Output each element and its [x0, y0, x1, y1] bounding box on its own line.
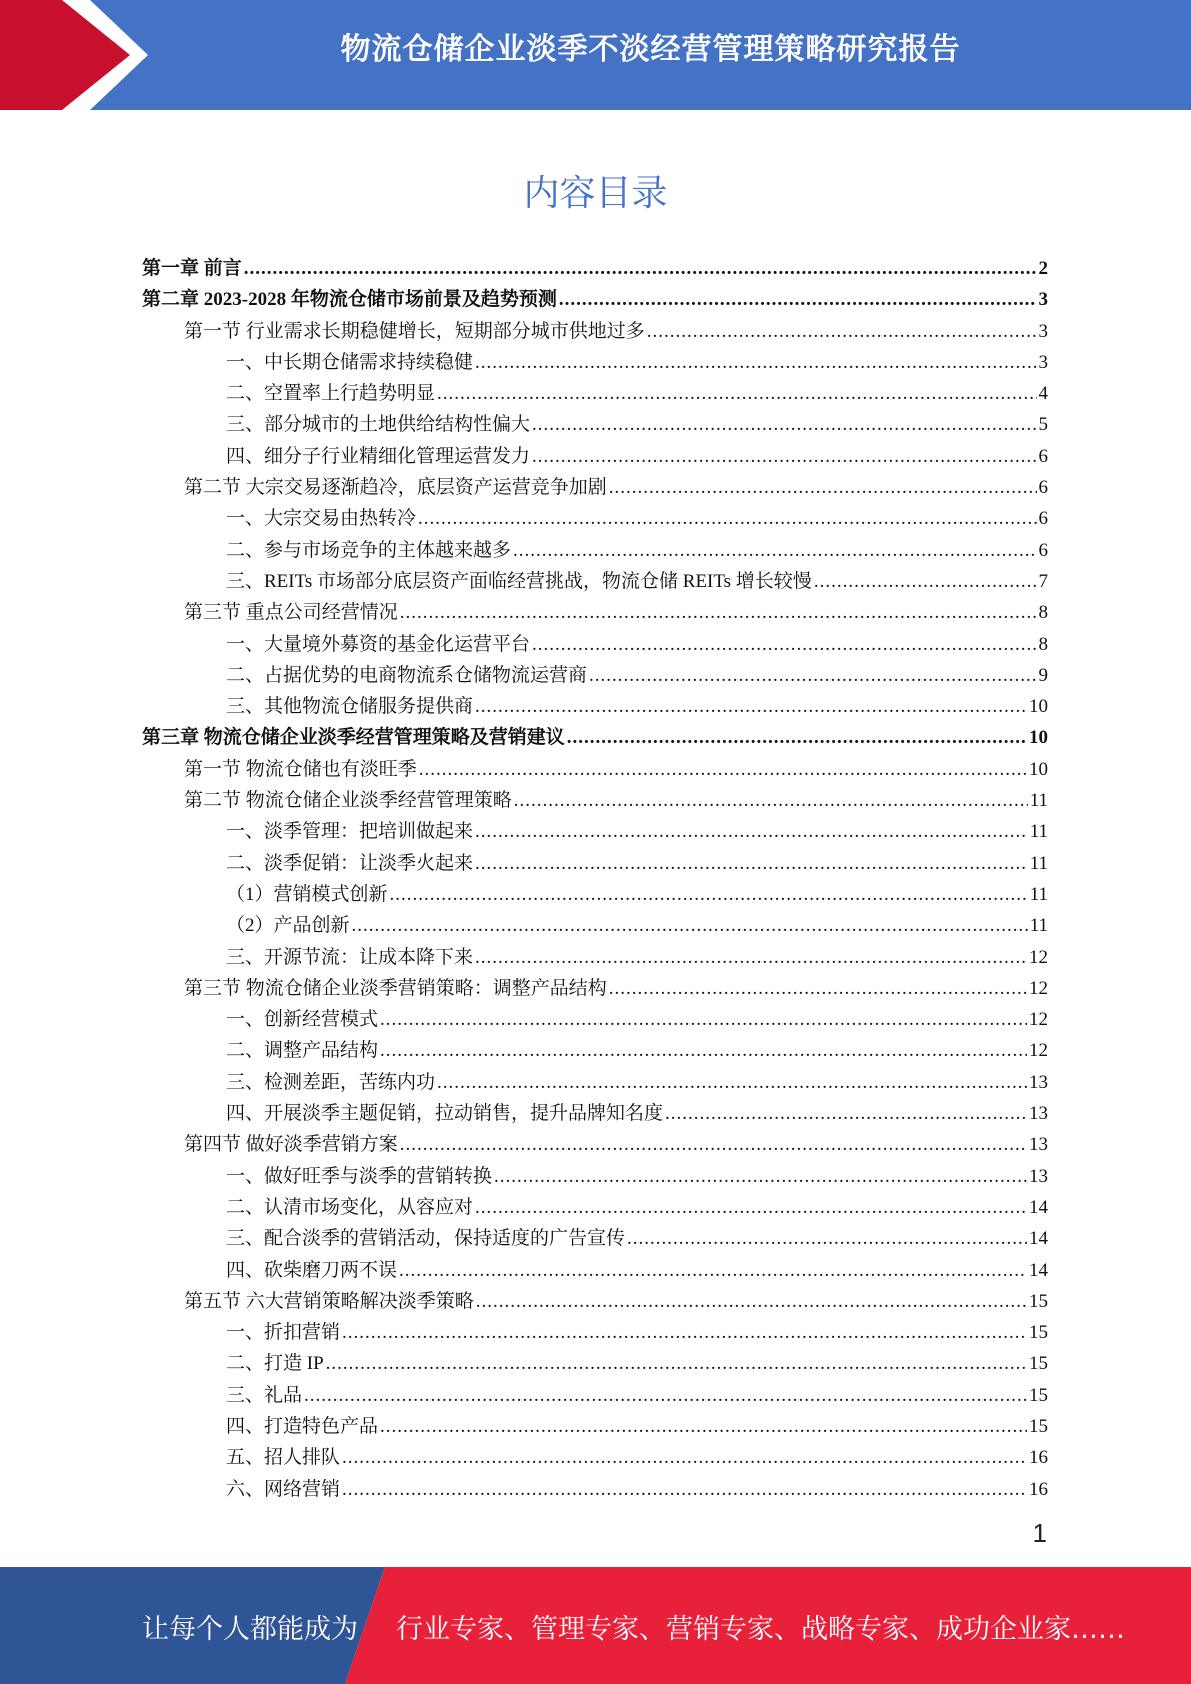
toc-entry-title: 第三章 物流仓储企业淡季经营管理策略及营销建议 — [142, 727, 565, 749]
toc-entry[interactable] — [142, 347, 1048, 378]
toc-entry-page: 11 — [1029, 852, 1048, 874]
toc-dot-leader — [559, 284, 1037, 315]
toc-entry-page: 2 — [1038, 258, 1048, 279]
toc-dot-leader — [342, 1317, 1027, 1348]
toc-entry-title: 第二章 2023-2028 年物流仓储市场前景及趋势预测 — [142, 289, 557, 311]
report-title: 物流仓储企业淡季不淡经营管理策略研究报告 — [340, 32, 961, 67]
toc-dot-leader — [326, 1348, 1027, 1379]
toc-dot-leader — [475, 347, 1036, 378]
toc-entry-title: 二、调整产品结构 — [226, 1040, 379, 1062]
toc-dot-leader — [437, 1067, 1027, 1098]
toc-entry-page: 6 — [1038, 445, 1048, 467]
toc-entry-page: 11 — [1029, 821, 1048, 843]
toc-entry-page: 12 — [1029, 1040, 1048, 1062]
toc-entry[interactable] — [142, 910, 1048, 941]
toc-entry[interactable] — [142, 816, 1048, 847]
toc-entry[interactable] — [142, 879, 1048, 910]
toc-entry-page: 15 — [1029, 1415, 1048, 1437]
toc-entry-title: 第一节 物流仓储也有淡旺季 — [184, 758, 417, 780]
toc-entry-page: 10 — [1029, 696, 1048, 718]
page-number: 1 — [1032, 1518, 1047, 1548]
toc-entry-page: 3 — [1038, 351, 1048, 373]
toc-entry-page: 6 — [1038, 508, 1048, 530]
toc-entry[interactable] — [142, 1442, 1048, 1473]
toc-entry-title: 第二节 物流仓储企业淡季经营管理策略 — [184, 790, 512, 812]
toc-entry[interactable] — [142, 597, 1048, 628]
toc-entry[interactable] — [142, 1223, 1048, 1254]
toc-entry-page: 15 — [1029, 1290, 1048, 1312]
toc-entry[interactable] — [142, 284, 1048, 315]
toc-entry-page: 11 — [1029, 883, 1048, 905]
toc-entry[interactable] — [142, 722, 1048, 753]
toc-dot-leader — [609, 472, 1037, 503]
toc-entry-title: （2）产品创新 — [226, 915, 350, 937]
toc-entry-title: 一、大宗交易由热转冷 — [226, 508, 417, 530]
toc-entry-page: 13 — [1029, 1103, 1048, 1125]
toc-entry[interactable] — [142, 785, 1048, 816]
toc-entry-title: 二、打造 IP — [226, 1353, 324, 1375]
toc-entry-page: 8 — [1038, 602, 1048, 624]
toc-entry-title: 二、空置率上行趋势明显 — [226, 383, 436, 405]
toc-entry[interactable] — [142, 1129, 1048, 1160]
toc-entry-page: 14 — [1029, 1228, 1048, 1250]
toc-entry[interactable] — [142, 1255, 1048, 1286]
toc-entry-title: 三、部分城市的土地供给结构性偏大 — [226, 414, 531, 436]
toc-entry-title: 一、大量境外募资的基金化运营平台 — [226, 633, 531, 655]
toc-entry-title: 第五节 六大营销策略解决淡季策略 — [184, 1290, 474, 1312]
toc-dot-leader — [475, 848, 1028, 879]
toc-entry-page: 6 — [1038, 539, 1048, 561]
toc-heading: 内容目录 — [523, 173, 668, 214]
toc-entry[interactable] — [142, 754, 1048, 785]
toc-entry[interactable] — [142, 1411, 1048, 1442]
toc-dot-leader — [476, 1286, 1027, 1317]
toc-dot-leader — [399, 1255, 1027, 1286]
toc-entry[interactable] — [142, 378, 1048, 409]
toc-dot-leader — [400, 1129, 1027, 1160]
toc-entry-title: 一、淡季管理：把培训做起来 — [226, 821, 474, 843]
toc-dot-leader — [400, 597, 1037, 628]
toc-entry-page: 16 — [1029, 1447, 1048, 1469]
toc-entry-title: 五、招人排队 — [226, 1447, 341, 1469]
toc-dot-leader — [419, 754, 1027, 785]
toc-entry[interactable] — [142, 1348, 1048, 1379]
toc-dot-leader — [532, 629, 1036, 660]
toc-entry-page: 9 — [1038, 664, 1048, 686]
toc-entry-page: 14 — [1029, 1259, 1048, 1281]
toc-dot-leader — [475, 816, 1028, 847]
toc-entry[interactable] — [142, 973, 1048, 1004]
toc-entry[interactable] — [142, 503, 1048, 534]
toc-dot-leader — [437, 378, 1036, 409]
toc-entry-title: 一、做好旺季与淡季的营销转换 — [226, 1165, 493, 1187]
toc-dot-leader — [390, 879, 1028, 910]
toc-entry-page: 12 — [1029, 977, 1048, 999]
toc-entry-page: 14 — [1029, 1196, 1048, 1218]
toc-dot-leader — [304, 1380, 1027, 1411]
toc-entry-title: 三、配合淡季的营销活动，保持适度的广告宣传 — [226, 1228, 626, 1250]
toc-entry-title: 四、开展淡季主题促销，拉动销售，提升品牌知名度 — [226, 1103, 664, 1125]
toc-entry-title: 二、认清市场变化，从容应对 — [226, 1196, 474, 1218]
toc-entry[interactable] — [142, 1004, 1048, 1035]
toc-entry[interactable] — [142, 409, 1048, 440]
toc-dot-leader — [513, 535, 1036, 566]
toc-entry-title: 三、REITs 市场部分底层资产面临经营挑战，物流仓储 REITs 增长较慢 — [226, 570, 812, 592]
toc-entry[interactable] — [142, 1035, 1048, 1066]
toc-dot-leader — [532, 409, 1036, 440]
toc-dot-leader — [567, 722, 1027, 753]
toc-entry-title: 第二节 大宗交易逐渐趋冷，底层资产运营竞争加剧 — [184, 477, 607, 499]
toc-entry[interactable] — [142, 1380, 1048, 1411]
toc-entry-page: 11 — [1029, 790, 1048, 812]
toc-entry[interactable] — [142, 691, 1048, 722]
toc-dot-leader — [380, 1411, 1027, 1442]
toc-entry-title: 四、细分子行业精细化管理运营发力 — [226, 445, 531, 467]
toc-entry-page: 13 — [1029, 1134, 1048, 1156]
table-of-contents — [142, 253, 1048, 1505]
toc-dot-leader — [532, 441, 1036, 472]
toc-dot-leader — [418, 503, 1036, 534]
toc-entry-page: 10 — [1029, 758, 1048, 780]
toc-dot-leader — [514, 785, 1028, 816]
toc-entry[interactable] — [142, 441, 1048, 472]
toc-entry-page: 3 — [1038, 320, 1048, 342]
footer-slogan-right: 行业专家、管理专家、营销专家、战略专家、成功企业家…… — [396, 1614, 1125, 1645]
toc-entry-page: 13 — [1029, 1165, 1048, 1187]
toc-dot-leader — [665, 1098, 1027, 1129]
toc-entry-title: 第四节 做好淡季营销方案 — [184, 1134, 398, 1156]
toc-entry[interactable] — [142, 535, 1048, 566]
toc-entry-page: 15 — [1029, 1384, 1048, 1406]
toc-entry-title: 三、其他物流仓储服务提供商 — [226, 696, 474, 718]
toc-dot-leader — [475, 1192, 1027, 1223]
toc-entry-title: 二、淡季促销：让淡季火起来 — [226, 852, 474, 874]
toc-entry-title: 二、参与市场竞争的主体越来越多 — [226, 539, 512, 561]
toc-dot-leader — [494, 1161, 1027, 1192]
toc-entry[interactable] — [142, 1317, 1048, 1348]
toc-entry-page: 15 — [1029, 1322, 1048, 1344]
toc-entry-page: 7 — [1038, 570, 1048, 592]
toc-entry-title: 第三节 物流仓储企业淡季营销策略：调整产品结构 — [184, 977, 607, 999]
toc-dot-leader — [475, 942, 1027, 973]
toc-entry-page: 13 — [1029, 1071, 1048, 1093]
toc-dot-leader — [380, 1004, 1027, 1035]
toc-entry-title: 三、开源节流：让成本降下来 — [226, 946, 474, 968]
toc-entry[interactable] — [142, 660, 1048, 691]
toc-entry-page: 15 — [1029, 1353, 1048, 1375]
footer-slogan-left: 让每个人都能成为 — [142, 1614, 358, 1645]
toc-dot-leader — [342, 1442, 1027, 1473]
toc-entry-page: 4 — [1038, 383, 1048, 405]
toc-dot-leader — [814, 566, 1037, 597]
toc-entry[interactable] — [142, 1192, 1048, 1223]
toc-dot-leader — [342, 1474, 1027, 1505]
toc-dot-leader — [352, 910, 1028, 941]
toc-entry[interactable] — [142, 316, 1048, 347]
toc-dot-leader — [609, 973, 1027, 1004]
toc-entry-title: 第一章 前言 — [142, 258, 242, 279]
toc-entry-title: 一、折扣营销 — [226, 1322, 341, 1344]
toc-entry-page: 12 — [1029, 946, 1048, 968]
toc-entry[interactable] — [142, 472, 1048, 503]
toc-dot-leader — [589, 660, 1036, 691]
toc-entry-page: 12 — [1029, 1009, 1048, 1031]
toc-entry[interactable] — [142, 1474, 1048, 1505]
toc-entry-title: 第三节 重点公司经营情况 — [184, 602, 398, 624]
toc-entry[interactable] — [142, 1098, 1048, 1129]
toc-entry[interactable] — [142, 1067, 1048, 1098]
toc-entry-title: （1）营销模式创新 — [226, 883, 388, 905]
toc-dot-leader — [475, 691, 1027, 722]
toc-entry[interactable] — [142, 566, 1048, 597]
toc-entry-title: 三、礼品 — [226, 1384, 303, 1406]
toc-dot-leader — [380, 1035, 1027, 1066]
toc-entry-page: 10 — [1029, 727, 1048, 749]
toc-entry-page: 11 — [1029, 915, 1048, 937]
toc-entry[interactable] — [142, 253, 1048, 284]
toc-entry-title: 三、检测差距，苦练内功 — [226, 1071, 436, 1093]
toc-entry-title: 六、网络营销 — [226, 1478, 341, 1500]
toc-entry-page: 6 — [1038, 477, 1048, 499]
toc-dot-leader — [244, 253, 1037, 284]
toc-entry[interactable] — [142, 1286, 1048, 1317]
footer-banner — [0, 1567, 1191, 1684]
toc-entry-page: 5 — [1038, 414, 1048, 436]
toc-entry[interactable] — [142, 629, 1048, 660]
toc-entry-page: 16 — [1029, 1478, 1048, 1500]
toc-entry-page: 8 — [1038, 633, 1048, 655]
toc-entry-title: 一、创新经营模式 — [226, 1009, 379, 1031]
toc-dot-leader — [627, 1223, 1027, 1254]
toc-dot-leader — [647, 316, 1037, 347]
toc-entry[interactable] — [142, 1161, 1048, 1192]
toc-entry-title: 第一节 行业需求长期稳健增长，短期部分城市供地过多 — [184, 320, 645, 342]
toc-entry-page: 3 — [1038, 289, 1048, 311]
toc-entry-title: 四、砍柴磨刀两不误 — [226, 1259, 398, 1281]
toc-entry[interactable] — [142, 848, 1048, 879]
toc-entry-title: 一、中长期仓储需求持续稳健 — [226, 351, 474, 373]
report-header — [0, 0, 1191, 110]
toc-entry[interactable] — [142, 942, 1048, 973]
toc-entry-title: 二、占据优势的电商物流系仓储物流运营商 — [226, 664, 588, 686]
toc-entry-title: 四、打造特色产品 — [226, 1415, 379, 1437]
